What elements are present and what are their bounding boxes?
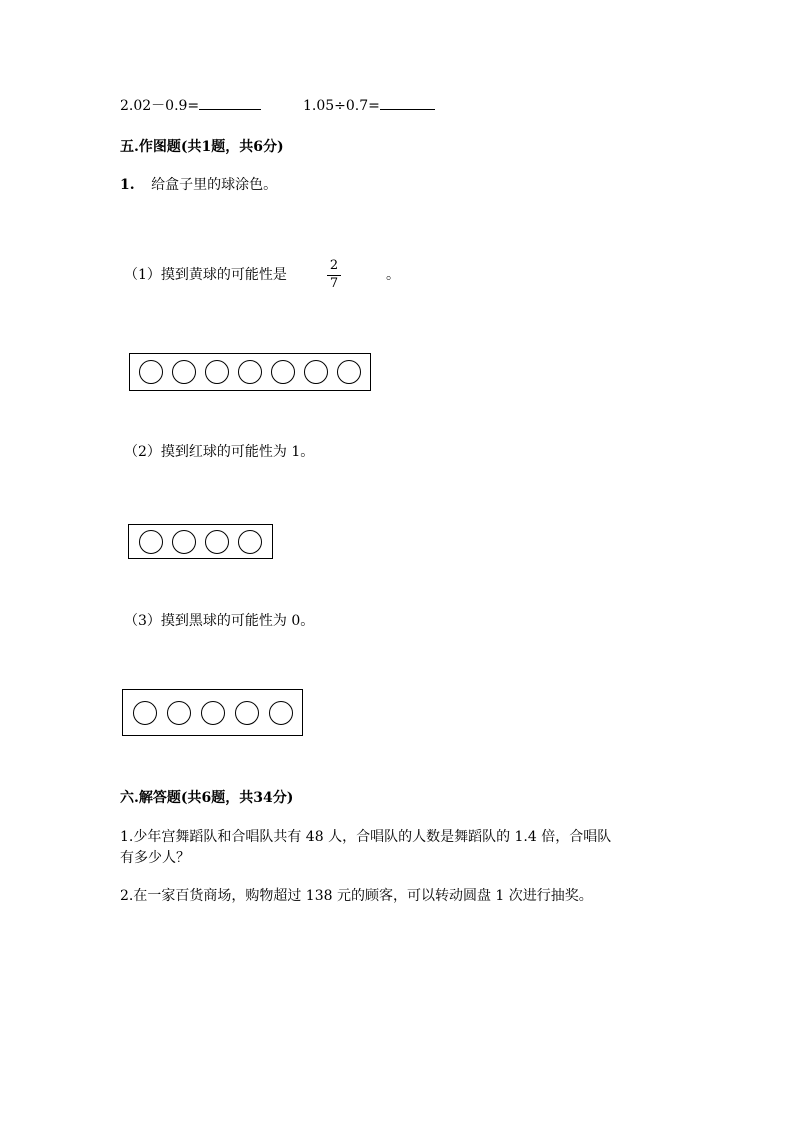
calc-question-1-text: 2.02－0.9= [120,98,200,114]
ball-circle[interactable] [201,701,225,725]
calc-question-2-text: 1.05÷0.7= [303,98,380,114]
question-number: 1. [120,177,135,193]
question-text: 给盒子里的球涂色。 [151,177,278,193]
part-1-period: 。 [386,267,400,283]
ball-circle[interactable] [139,530,163,554]
ball-box-3 [122,689,303,736]
ball-circle[interactable] [205,360,229,384]
section-5-question-1 [120,176,277,194]
ball-circle[interactable] [238,360,262,384]
part-3-text: （3）摸到黑球的可能性为 0。 [124,613,315,629]
part-2-text: （2）摸到红球的可能性为 1。 [124,444,315,460]
calc-question-1 [120,97,261,115]
section-5-title: 五.作图题(共1题，共6分) [120,139,284,155]
ball-circle[interactable] [172,360,196,384]
ball-circle[interactable] [337,360,361,384]
section-6-question-2: 2.在一家百货商场，购物超过 138 元的顾客，可以转动圆盘 1 次进行抽奖。 [120,888,593,904]
ball-box-2 [128,524,273,559]
section-6-question-1-line-2: 有多少人？ [120,850,190,866]
ball-circle[interactable] [271,360,295,384]
calc-question-2 [303,97,435,115]
ball-circle[interactable] [172,530,196,554]
fraction-numerator: 2 [329,258,339,273]
part-1-text: （1）摸到黄球的可能性是 [124,267,287,283]
answer-blank-2[interactable] [380,97,435,110]
ball-circle[interactable] [235,701,259,725]
ball-box-1 [129,353,371,391]
fraction-two-sevenths [327,259,341,291]
ball-circle[interactable] [238,530,262,554]
section-6-title: 六.解答题(共6题，共34分) [120,790,294,806]
ball-circle[interactable] [304,360,328,384]
fraction-denominator: 7 [329,276,339,291]
ball-circle[interactable] [133,701,157,725]
ball-circle[interactable] [139,360,163,384]
ball-circle[interactable] [269,701,293,725]
ball-circle[interactable] [205,530,229,554]
section-6-question-1-line-1: 1.少年宫舞蹈队和合唱队共有 48 人，合唱队的人数是舞蹈队的 1.4 倍，合唱队 [120,829,612,845]
answer-blank-1[interactable] [199,97,261,110]
ball-circle[interactable] [167,701,191,725]
